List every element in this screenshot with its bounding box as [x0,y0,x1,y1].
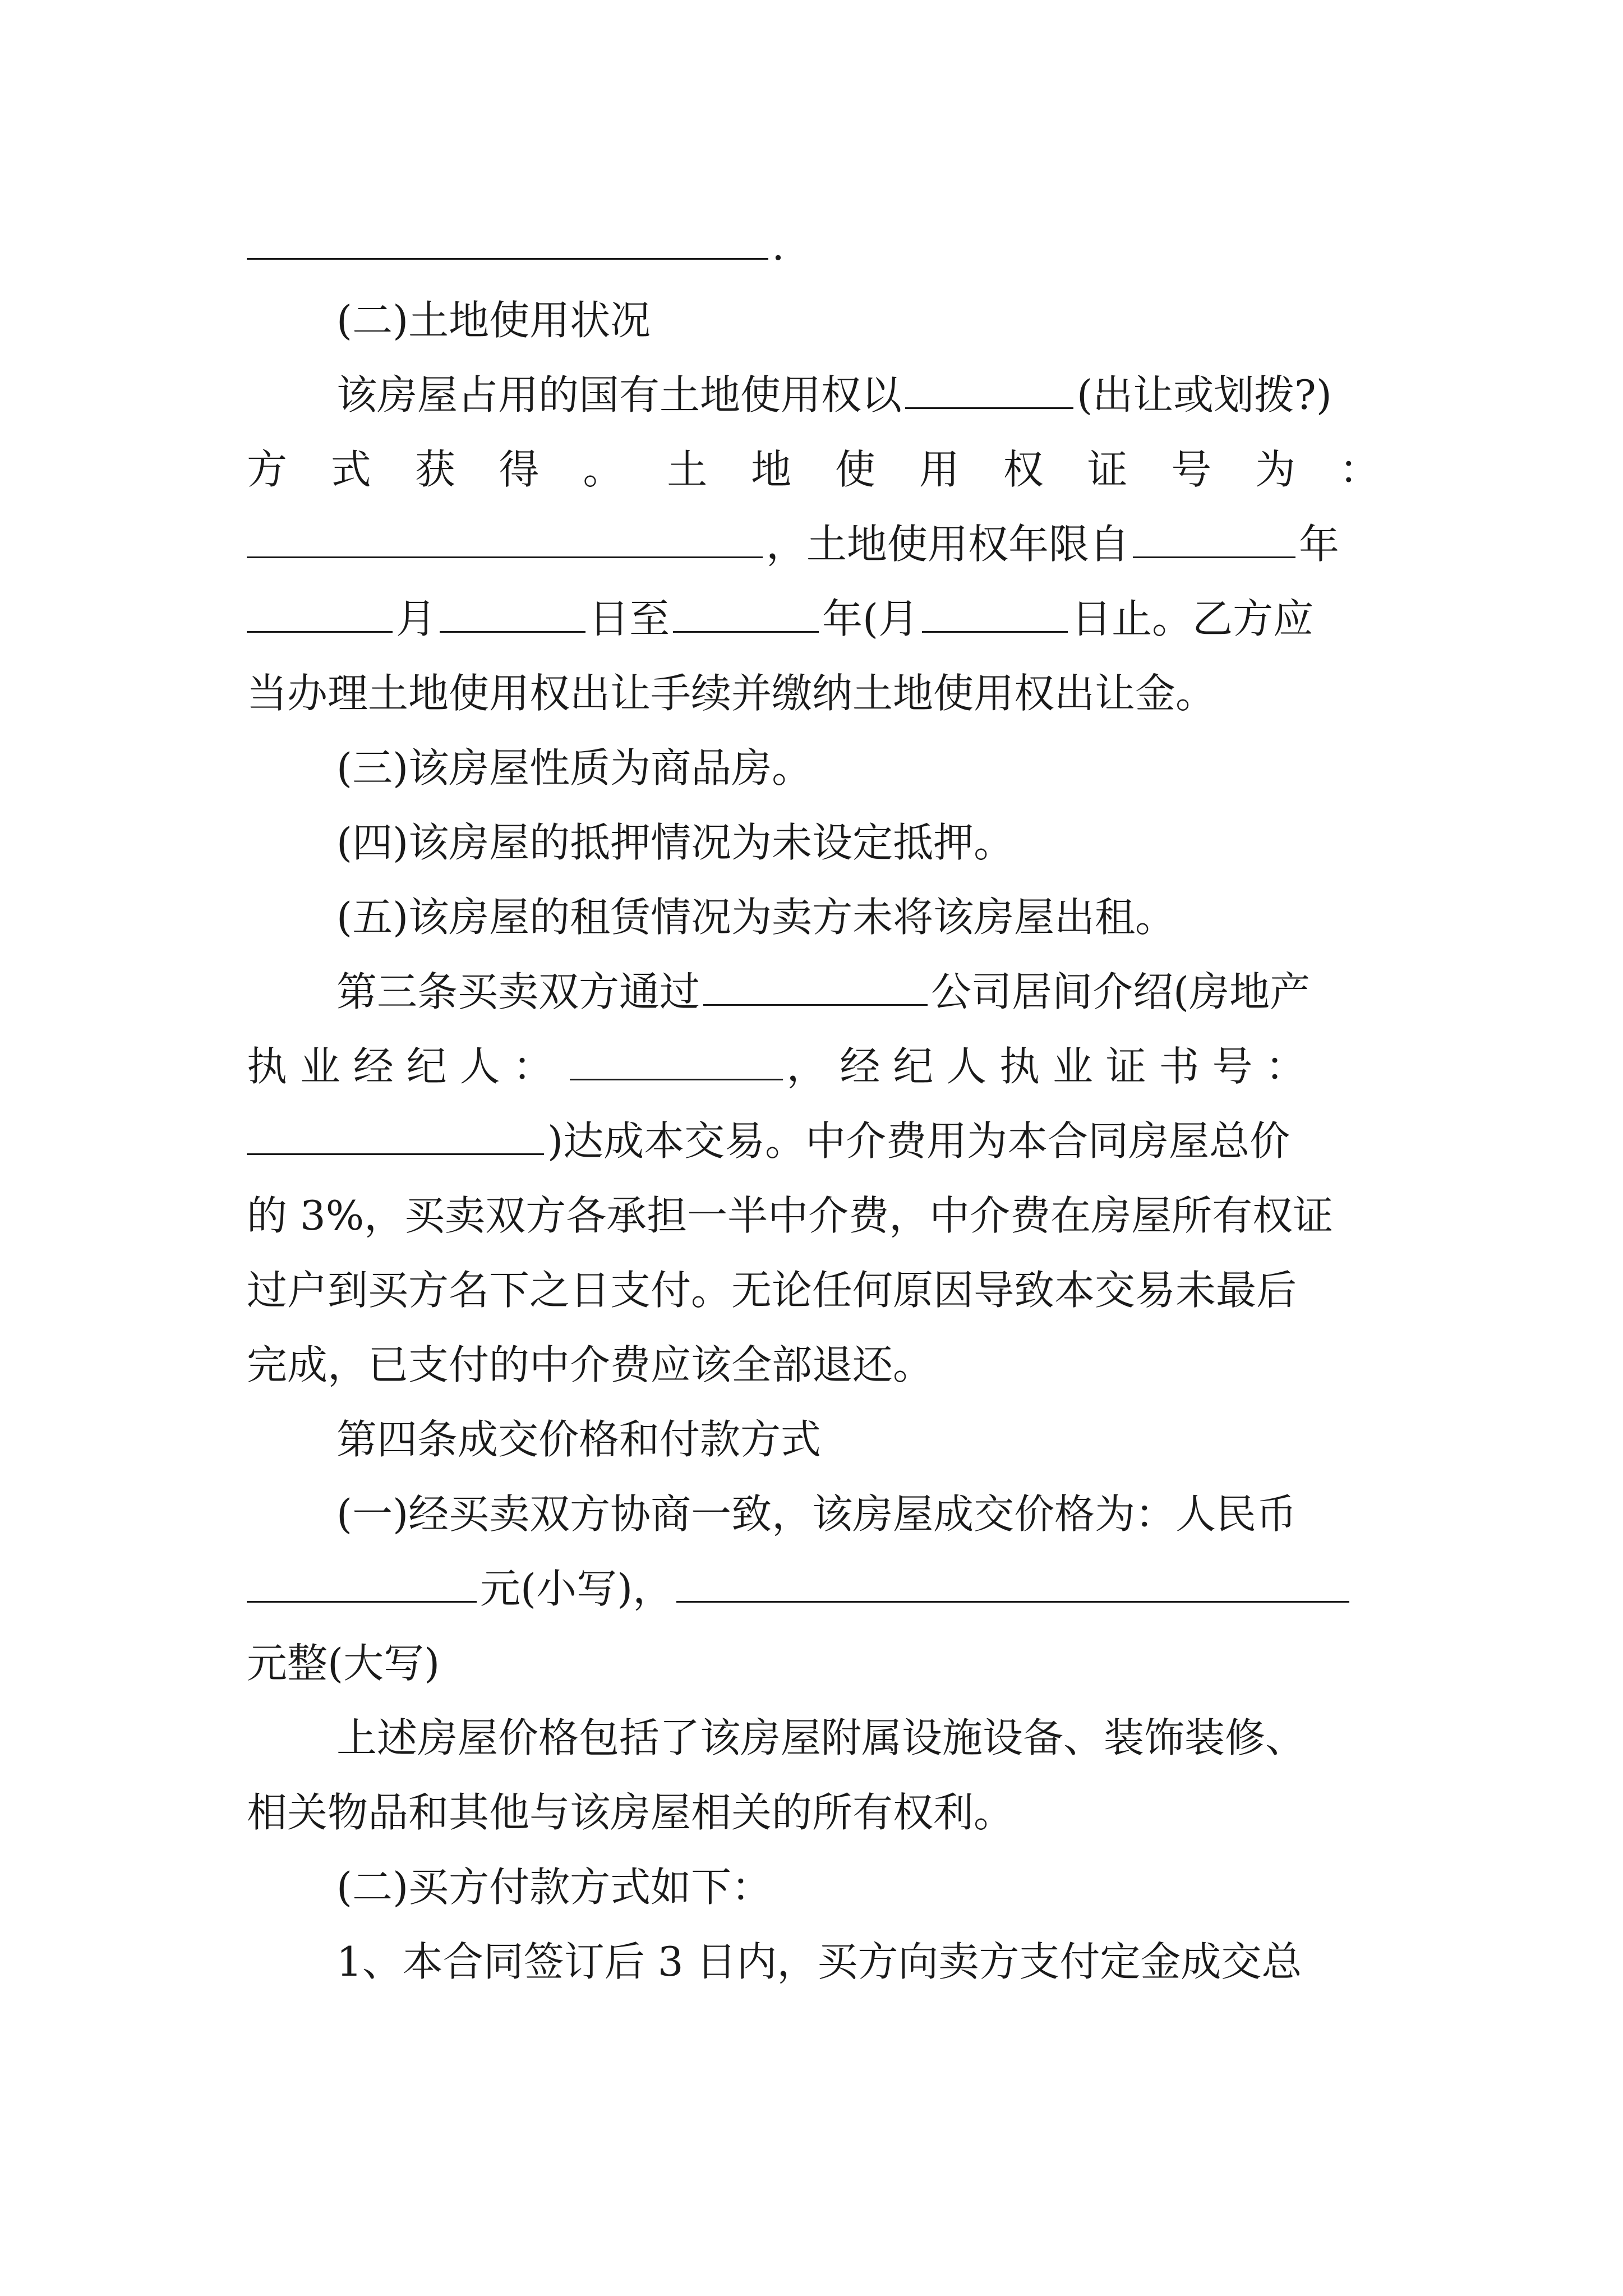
line-4 [247,432,1380,507]
line-text: )达成本交易。中介费用为本合同房屋总价 [547,1117,1290,1165]
line-text: 当办理土地使用权出让手续并缴纳土地使用权出让金。 [247,670,1216,717]
blank-field [922,584,1068,633]
article-3-line-2 [247,1029,1380,1103]
blank-field [1133,509,1295,558]
blank-field [570,1032,783,1080]
line-text: 公司居间介绍(房地产 [931,968,1311,1015]
clause-property-nature [247,731,1380,805]
blank-field [676,1554,1349,1603]
line-text: (四)该房屋的抵押情况为未设定抵押。 [336,819,1015,866]
blank-field [247,211,768,260]
line-text: 年(月 [822,595,919,642]
line-text: 执 业 经 纪 人 ： [247,1043,554,1090]
blank-field [673,584,819,633]
payment-item-1 [247,1925,1380,1999]
payment-method-heading [247,1850,1380,1924]
line-text: 的 3%，买卖双方各承担一半中介费，中介费在房屋所有权证 [247,1192,1334,1239]
line-text: (一)经买卖双方协商一致，该房屋成交价格为：人民币 [336,1490,1297,1538]
line-text: 1、本合同签订后 3 日内，买方向卖方支付定金成交总 [336,1938,1302,1985]
line-text: 日止。乙方应 [1071,595,1314,642]
article-4-line-1 [247,1477,1380,1551]
line-text: 第三条买卖双方通过 [336,968,700,1015]
article-4-line-2 [247,1552,1380,1626]
article-3-line-1 [247,955,1380,1029]
article-4-line-5 [247,1775,1380,1849]
line-text: 元(小写)， [480,1565,674,1612]
blank-field [247,509,763,558]
line-text: 月 [396,595,437,642]
blank-field [440,584,585,633]
blank-field [703,957,928,1006]
blank-field [905,360,1073,409]
line-text: 第四条成交价格和付款方式 [336,1416,822,1463]
line-text: 过户到买方名下之日支付。无论任何原因导致本交易未最后 [247,1267,1297,1314]
article-3-line-5 [247,1253,1380,1327]
line-text: 方 式 获 得 。 土 地 使 用 权 证 号 为 ： [247,446,1380,493]
line-text: 相关物品和其他与该房屋相关的所有权利。 [247,1789,1015,1836]
article-3-line-3 [247,1104,1380,1178]
line-text: (五)该房屋的租赁情况为卖方未将该房屋出租。 [336,894,1176,941]
line-text: 元整(大写) [247,1640,440,1687]
line-6 [247,582,1380,656]
line-7 [247,656,1380,730]
blank-field [247,1554,477,1603]
blank-field [247,584,393,633]
line-text: . [772,222,785,269]
line-text: ，土地使用权年限自 [766,521,1130,568]
heading-land-use [247,283,1380,357]
line-text: 日至 [589,595,670,642]
line-text: 年 [1299,521,1340,568]
blank-field [247,1106,544,1155]
line-5 [247,507,1380,581]
line-text: (三)该房屋性质为商品房。 [336,744,813,792]
line-text: 完成，已支付的中介费应该全部退还。 [247,1341,934,1388]
line-text: (二)土地使用状况 [336,297,651,344]
line-text: 上述房屋价格包括了该房屋附属设施设备、装饰装修、 [336,1714,1306,1761]
line-text: (二)买方付款方式如下： [336,1864,772,1911]
line-3 [247,358,1380,432]
clause-lease [247,880,1380,954]
article-4-line-3 [247,1626,1380,1700]
line-text: (出让或划拨?) [1077,371,1332,418]
article-3-line-4 [247,1179,1380,1253]
article-3-line-6 [247,1328,1380,1402]
article-4-line-4 [247,1701,1380,1775]
clause-mortgage [247,806,1380,880]
article-4-heading [247,1402,1380,1476]
line-text: 该房屋占用的国有土地使用权以 [336,371,902,418]
line-text: ， 经 纪 人 执 业 证 书 号 ： [786,1043,1306,1090]
line-1 [247,209,1380,283]
